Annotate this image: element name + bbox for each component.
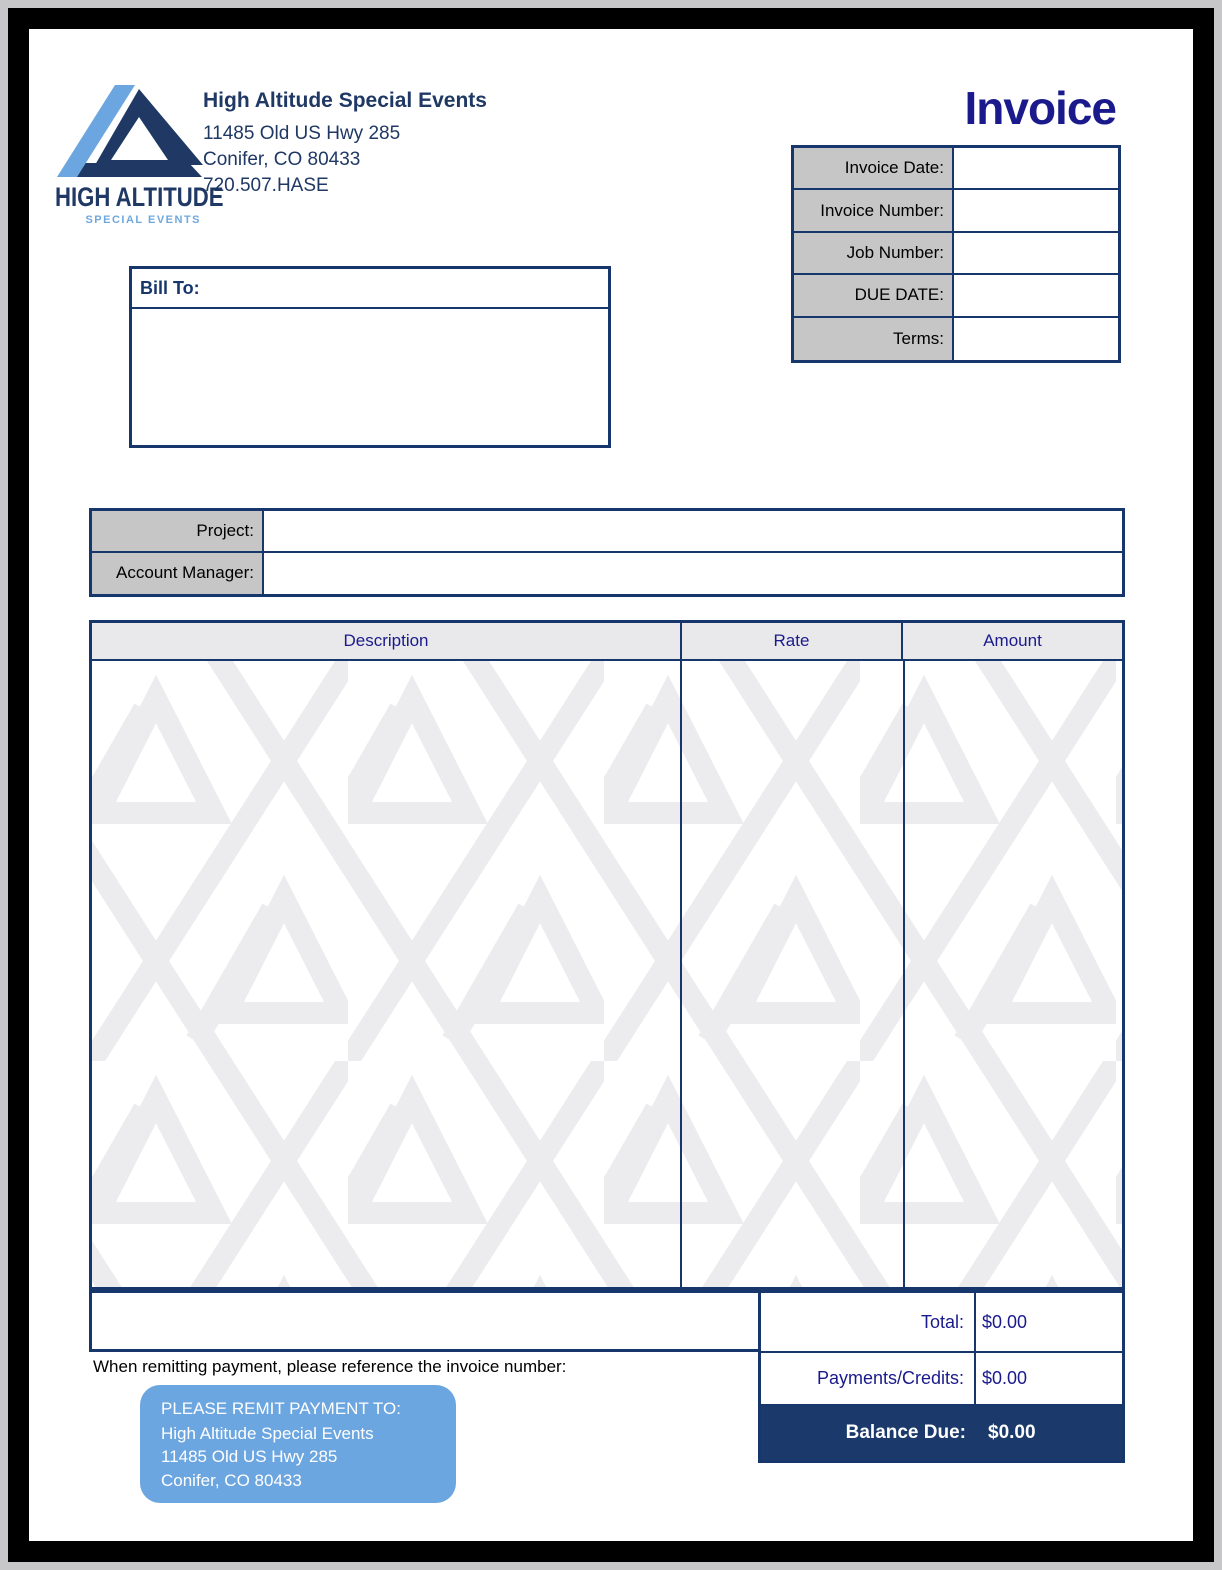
rate-amount-divider <box>903 661 905 1287</box>
invoice-meta-table <box>791 145 1121 363</box>
description-rate-divider <box>680 661 682 1287</box>
invoice-title: Invoice <box>964 82 1116 134</box>
items-table-header <box>92 623 1122 661</box>
invoice-number-value[interactable] <box>954 190 1118 230</box>
totals-table <box>758 1290 1125 1463</box>
due-date-row <box>794 275 1118 317</box>
terms-row <box>794 318 1118 360</box>
account-manager-row <box>92 553 1122 595</box>
remit-box-address-1: 11485 Old US Hwy 285 <box>161 1447 338 1466</box>
bill-to-body[interactable] <box>132 309 608 446</box>
total-value: $0.00 <box>982 1311 1028 1332</box>
items-table <box>89 620 1125 1290</box>
payments-credits-label: Payments/Credits: <box>761 1353 976 1404</box>
company-logo <box>55 75 224 226</box>
invoice-date-label: Invoice Date: <box>794 148 954 188</box>
remit-box-company: High Altitude Special Events <box>161 1423 374 1443</box>
remit-box-title: PLEASE REMIT PAYMENT TO: <box>161 1399 401 1418</box>
project-row <box>92 511 1122 553</box>
remit-note: When remitting payment, please reference the invoice number: <box>93 1357 567 1376</box>
account-manager-label: Account Manager: <box>92 553 264 595</box>
logo-subtitle: SPECIAL EVENTS <box>85 214 201 226</box>
balance-due-row <box>761 1406 1122 1460</box>
project-label: Project: <box>92 511 264 551</box>
job-number-value[interactable] <box>954 233 1118 273</box>
company-info <box>203 89 487 199</box>
terms-label: Terms: <box>794 318 954 360</box>
bill-to-box <box>129 266 611 448</box>
notes-cell[interactable] <box>89 1290 761 1352</box>
project-table <box>89 508 1125 597</box>
invoice-date-row <box>794 148 1118 190</box>
payments-credits-row <box>761 1353 1122 1406</box>
company-phone: 720.507.HASE <box>203 175 329 196</box>
account-manager-value[interactable] <box>264 553 1122 595</box>
remit-payment-box <box>140 1385 456 1503</box>
company-address-1: 11485 Old US Hwy 285 <box>203 123 401 144</box>
company-name: High Altitude Special Events <box>203 89 487 112</box>
total-row <box>761 1293 1122 1353</box>
mountain-logo-icon <box>55 75 205 181</box>
remit-box-address-2: Conifer, CO 80433 <box>161 1470 302 1490</box>
invoice-number-label: Invoice Number: <box>794 190 954 230</box>
balance-due-label: Balance Due: <box>845 1422 966 1443</box>
total-label: Total: <box>761 1293 976 1351</box>
bill-to-label: Bill To: <box>132 269 608 309</box>
balance-due-value: $0.00 <box>988 1422 1036 1443</box>
due-date-label: DUE DATE: <box>794 275 954 315</box>
due-date-value[interactable] <box>954 275 1118 315</box>
payments-credits-value: $0.00 <box>982 1368 1028 1388</box>
triangle-watermark-pattern <box>92 661 1122 1287</box>
project-value[interactable] <box>264 511 1122 551</box>
terms-value[interactable] <box>954 318 1118 360</box>
invoice-date-value[interactable] <box>954 148 1118 188</box>
job-number-row <box>794 233 1118 275</box>
column-header-description: Description <box>92 623 682 659</box>
logo-wordmark: HIGH ALTITUDE <box>55 182 224 212</box>
items-table-body[interactable] <box>92 661 1122 1287</box>
invoice-content <box>29 29 1193 1541</box>
column-header-rate: Rate <box>682 623 903 659</box>
invoice-page <box>8 8 1214 1562</box>
invoice-number-row <box>794 190 1118 232</box>
column-header-amount: Amount <box>983 631 1042 650</box>
job-number-label: Job Number: <box>794 233 954 273</box>
company-address-2: Conifer, CO 80433 <box>203 149 361 170</box>
